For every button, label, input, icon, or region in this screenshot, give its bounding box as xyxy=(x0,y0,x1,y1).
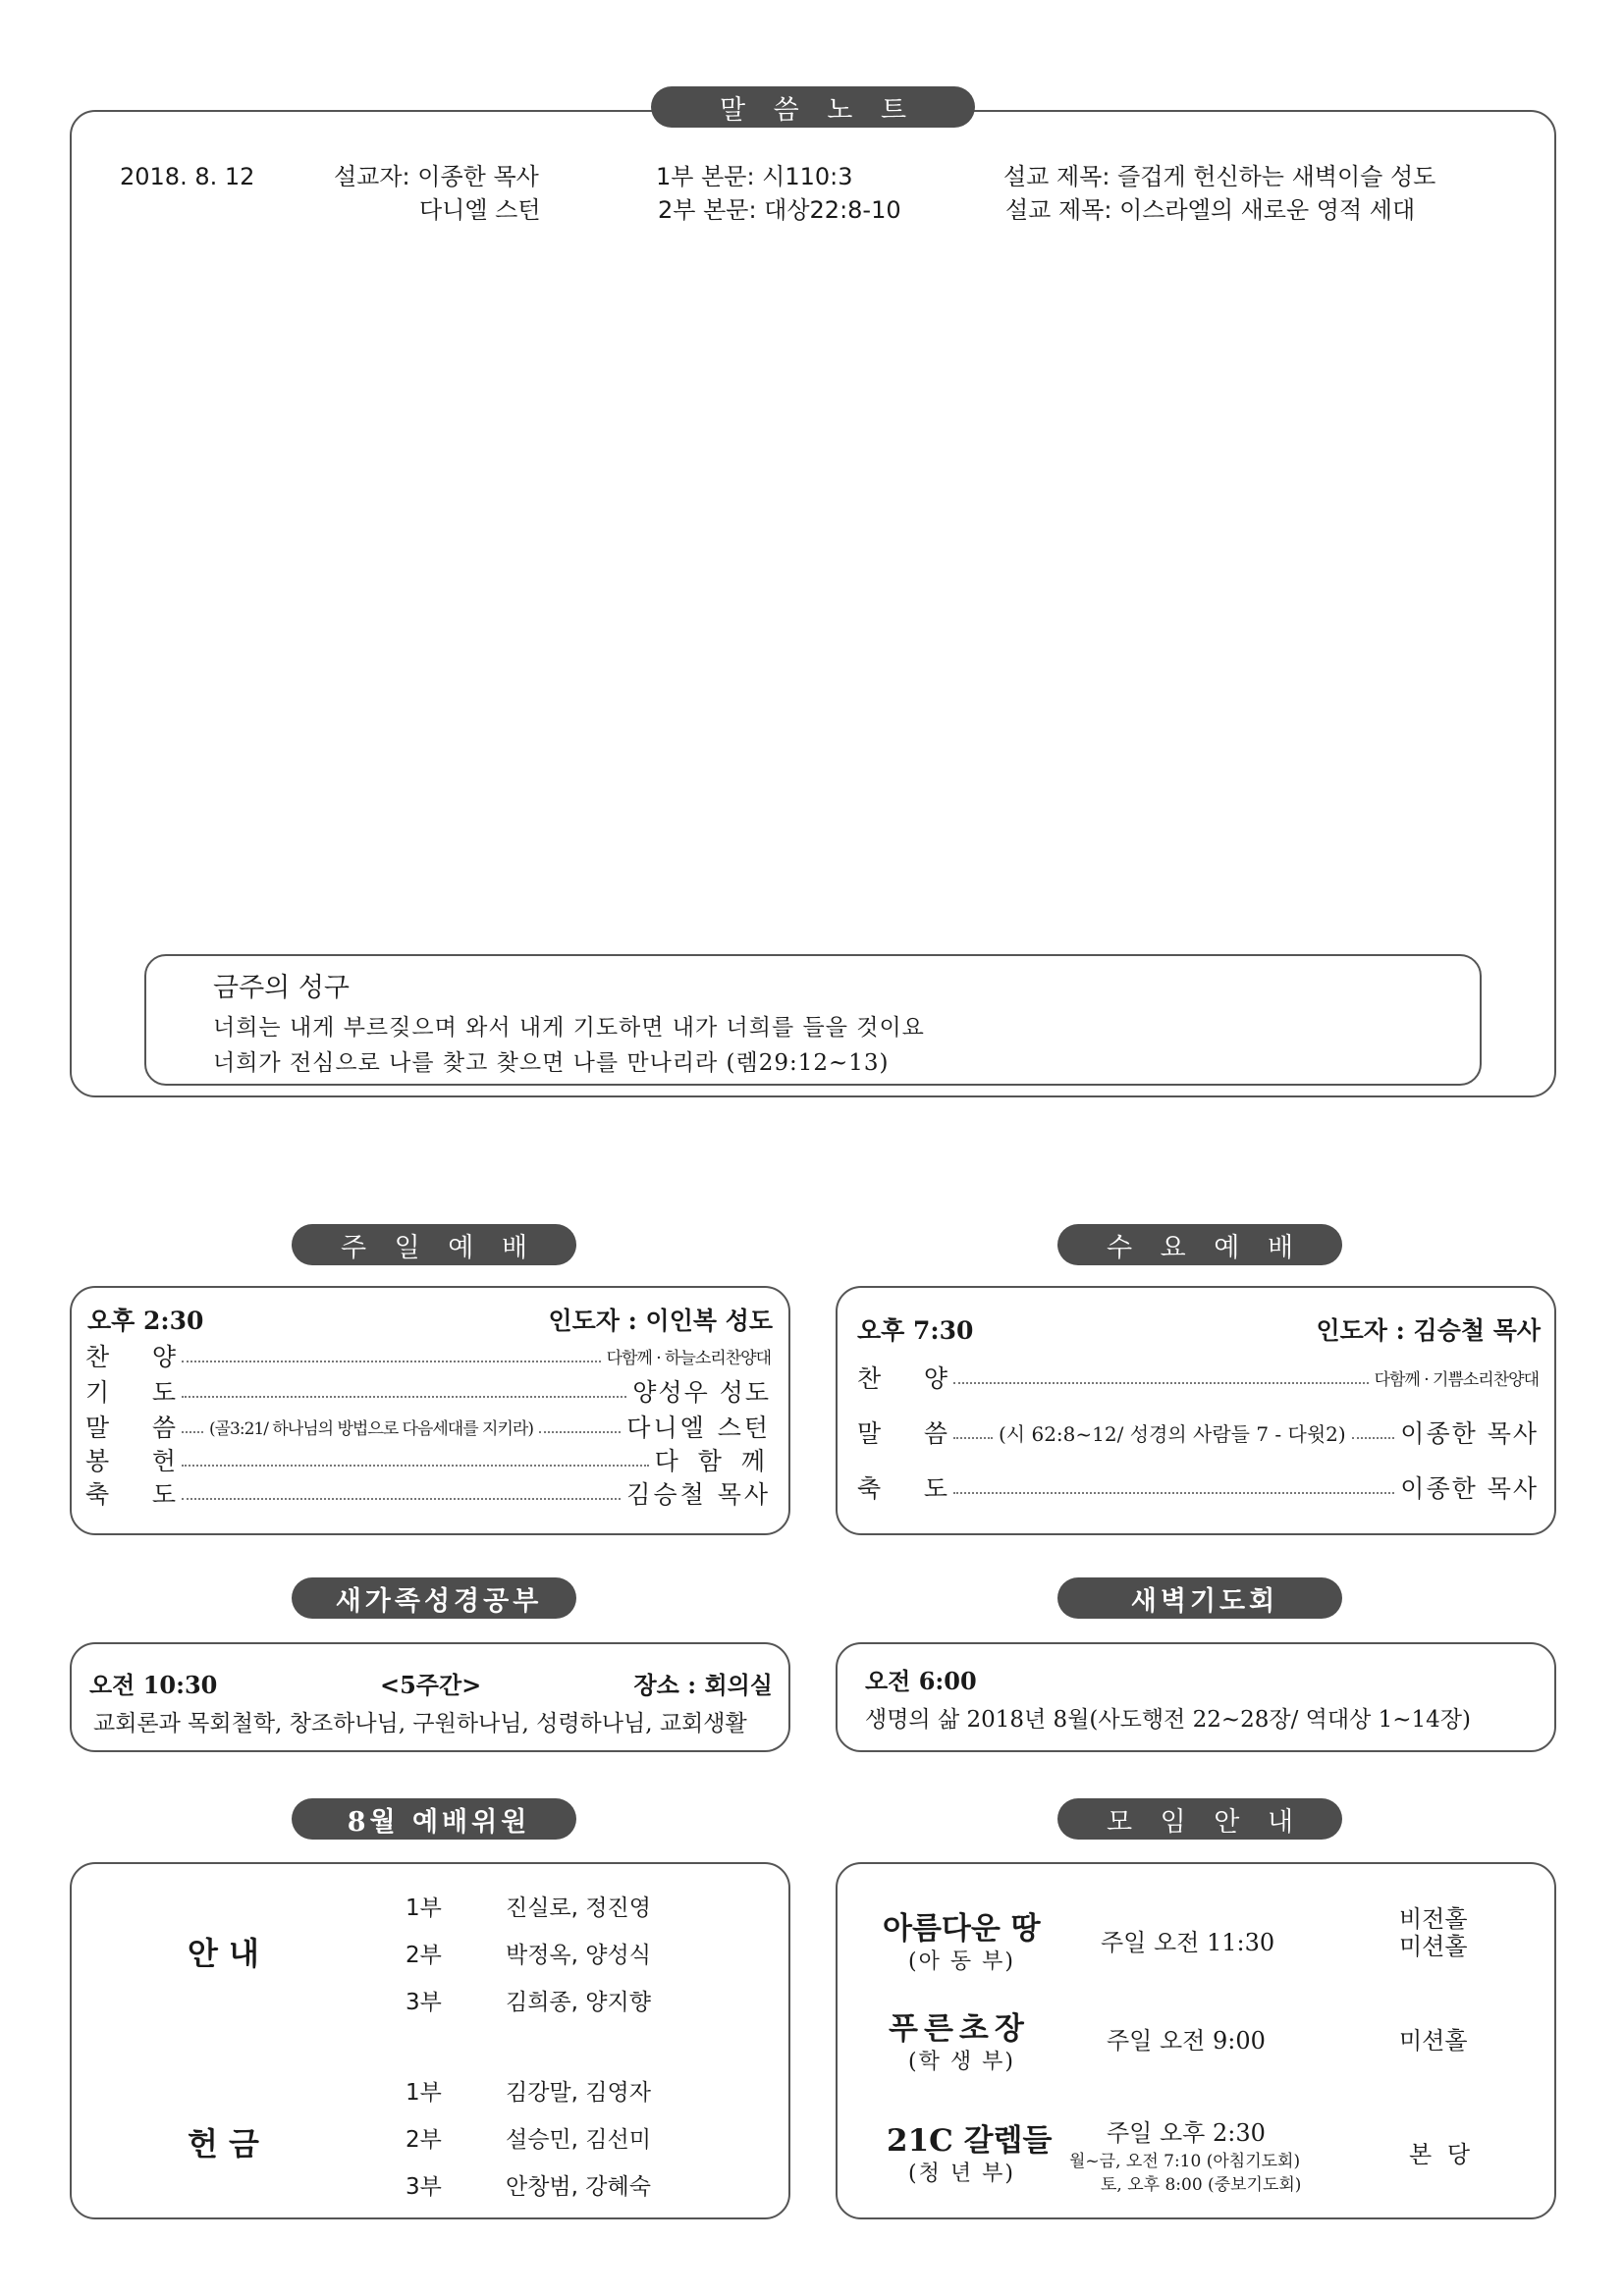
wednesday-row-praise xyxy=(857,1359,1539,1396)
family-study-weeks: <5주간> xyxy=(380,1671,482,1699)
row-label: 찬 양 xyxy=(857,1364,947,1393)
row-label: 축 도 xyxy=(85,1480,176,1509)
row-label: 찬 양 xyxy=(85,1343,176,1371)
wednesday-row-benediction xyxy=(857,1468,1539,1506)
row-value: 다 함 께 xyxy=(654,1447,771,1475)
meeting-place-1: 비전홀 xyxy=(1399,1905,1468,1933)
row-value: 양성우 성도 xyxy=(632,1378,771,1407)
family-study-title: 새가족성경공부 xyxy=(292,1577,576,1619)
sermon-text2: 2부 본문: 대상22:8-10 xyxy=(658,196,901,224)
row-label: 말 씀 xyxy=(85,1414,176,1442)
leader-dots xyxy=(953,1492,1394,1494)
usher-label: 안 내 xyxy=(188,1935,259,1972)
offering-names-2: 설승민, 김선미 xyxy=(506,2127,651,2153)
wednesday-row-word xyxy=(857,1414,1539,1451)
wednesday-worship-box xyxy=(836,1286,1556,1535)
row-value: 다함께 · 하늘소리찬양대 xyxy=(606,1348,771,1368)
leader-dots xyxy=(953,1437,993,1439)
leader-dots xyxy=(182,1431,203,1433)
sermon-note-title: 말 씀 노 트 xyxy=(651,86,975,128)
committee-box xyxy=(70,1862,790,2219)
sermon-preacher: 설교자: 이종한 목사 xyxy=(334,163,539,190)
sunday-row-benediction xyxy=(85,1476,771,1510)
meeting-place2-1: 미션홀 xyxy=(1399,1933,1468,1960)
dawn-prayer-time: 오전 6:00 xyxy=(865,1667,977,1695)
meeting-name-2: 푸른초장 xyxy=(889,2011,1030,2047)
verse-line-1: 너희는 내게 부르짖으며 와서 내게 기도하면 내가 너희를 들을 것이요 xyxy=(213,1015,925,1041)
leader-dots xyxy=(953,1382,1369,1384)
meeting-time-2: 주일 오전 9:00 xyxy=(1107,2027,1266,2055)
wednesday-leader: 인도자 : 김승철 목사 xyxy=(1316,1316,1541,1345)
sunday-worship-box xyxy=(70,1286,790,1535)
sermon-preacher2: 다니엘 스턴 xyxy=(419,196,541,224)
dawn-prayer-desc: 생명의 삶 2018년 8월(사도행전 22~28장/ 역대상 1~14장) xyxy=(865,1707,1471,1733)
usher-names-3: 김희종, 양지향 xyxy=(506,1990,651,2015)
offering-part-3: 3부 xyxy=(406,2174,442,2200)
sunday-leader: 인도자 : 이인복 성도 xyxy=(548,1307,773,1335)
row-value: 다함께 · 기쁨소리찬양대 xyxy=(1374,1369,1539,1390)
row-value: 김승철 목사 xyxy=(626,1480,771,1509)
leader-dots xyxy=(182,1498,621,1500)
usher-part-3: 3부 xyxy=(406,1990,442,2015)
meeting-extra2-3: 토, 오후 8:00 (중보기도회) xyxy=(1101,2175,1302,2195)
family-study-box xyxy=(70,1642,790,1752)
usher-names-1: 진실로, 정진영 xyxy=(506,1896,651,1921)
offering-part-2: 2부 xyxy=(406,2127,442,2153)
leader-dots xyxy=(539,1431,621,1433)
row-mid: (시 62:8~12/ 성경의 사람들 7 - 다윗2) xyxy=(999,1421,1346,1446)
row-mid: (골3:21/ 하나님의 방법으로 다음세대를 지키라) xyxy=(209,1418,533,1439)
sunday-row-prayer xyxy=(85,1374,771,1408)
meeting-extra1-3: 월~금, 오전 7:10 (아침기도회) xyxy=(1069,2152,1301,2171)
sunday-worship-title: 주 일 예 배 xyxy=(292,1224,576,1265)
weekly-verse-box xyxy=(144,954,1482,1086)
verse-title: 금주의 성구 xyxy=(213,973,350,1003)
row-value: 이종한 목사 xyxy=(1400,1419,1539,1448)
row-label: 말 씀 xyxy=(857,1419,947,1448)
offering-label: 헌 금 xyxy=(188,2125,259,2163)
dawn-prayer-box xyxy=(836,1642,1556,1752)
offering-names-1: 김강말, 김영자 xyxy=(506,2080,651,2106)
offering-names-3: 안창범, 강혜숙 xyxy=(506,2174,651,2200)
leader-dots xyxy=(182,1465,649,1467)
meeting-dept-1: (아 동 부) xyxy=(908,1949,1015,1974)
meeting-name-3: 21C 갈렙들 xyxy=(887,2123,1053,2159)
sunday-row-praise xyxy=(85,1339,771,1372)
sermon-title2: 설교 제목: 이스라엘의 새로운 영적 세대 xyxy=(1005,196,1416,224)
wednesday-worship-title: 수 요 예 배 xyxy=(1057,1224,1342,1265)
usher-part-2: 2부 xyxy=(406,1943,442,1968)
committee-title: 8월 예배위원 xyxy=(292,1798,576,1840)
sermon-text1: 1부 본문: 시110:3 xyxy=(656,163,853,190)
meetings-title: 모 임 안 내 xyxy=(1057,1798,1342,1840)
family-study-time: 오전 10:30 xyxy=(89,1671,218,1699)
meeting-place-2: 미션홀 xyxy=(1399,2027,1468,2055)
row-label: 기 도 xyxy=(85,1378,176,1407)
usher-names-2: 박정옥, 양성식 xyxy=(506,1943,651,1968)
meeting-name-1: 아름다운 땅 xyxy=(883,1911,1041,1947)
row-value: 이종한 목사 xyxy=(1400,1474,1539,1503)
usher-part-1: 1부 xyxy=(406,1896,442,1921)
family-study-place: 장소 : 회의실 xyxy=(633,1671,773,1699)
meeting-time-3: 주일 오후 2:30 xyxy=(1107,2119,1266,2147)
sermon-date: 2018. 8. 12 xyxy=(120,163,255,190)
wednesday-time: 오후 7:30 xyxy=(857,1316,974,1345)
offering-part-1: 1부 xyxy=(406,2080,442,2106)
leader-dots xyxy=(182,1396,626,1398)
family-study-topics: 교회론과 목회철학, 창조하나님, 구원하나님, 성령하나님, 교회생활 xyxy=(93,1711,747,1736)
meeting-dept-2: (학 생 부) xyxy=(908,2050,1015,2074)
leader-dots xyxy=(182,1361,601,1362)
meeting-dept-3: (청 년 부) xyxy=(908,2162,1015,2186)
sunday-row-offering xyxy=(85,1443,771,1476)
meetings-box xyxy=(836,1862,1556,2219)
row-label: 축 도 xyxy=(857,1474,947,1503)
meeting-place-3: 본 당 xyxy=(1409,2141,1474,2168)
row-label: 봉 헌 xyxy=(85,1447,176,1475)
row-value: 다니엘 스턴 xyxy=(626,1414,771,1442)
dawn-prayer-title: 새벽기도회 xyxy=(1057,1577,1342,1619)
meeting-time-1: 주일 오전 11:30 xyxy=(1101,1929,1275,1956)
sermon-note-box xyxy=(70,110,1556,1097)
sermon-title1: 설교 제목: 즐겁게 헌신하는 새벽이슬 성도 xyxy=(1003,163,1436,190)
sunday-row-word xyxy=(85,1410,771,1443)
verse-line-2: 너희가 전심으로 나를 찾고 찾으면 나를 만나리라 (렘29:12~13) xyxy=(213,1050,890,1076)
leader-dots xyxy=(1352,1437,1395,1439)
sunday-time: 오후 2:30 xyxy=(87,1307,204,1335)
